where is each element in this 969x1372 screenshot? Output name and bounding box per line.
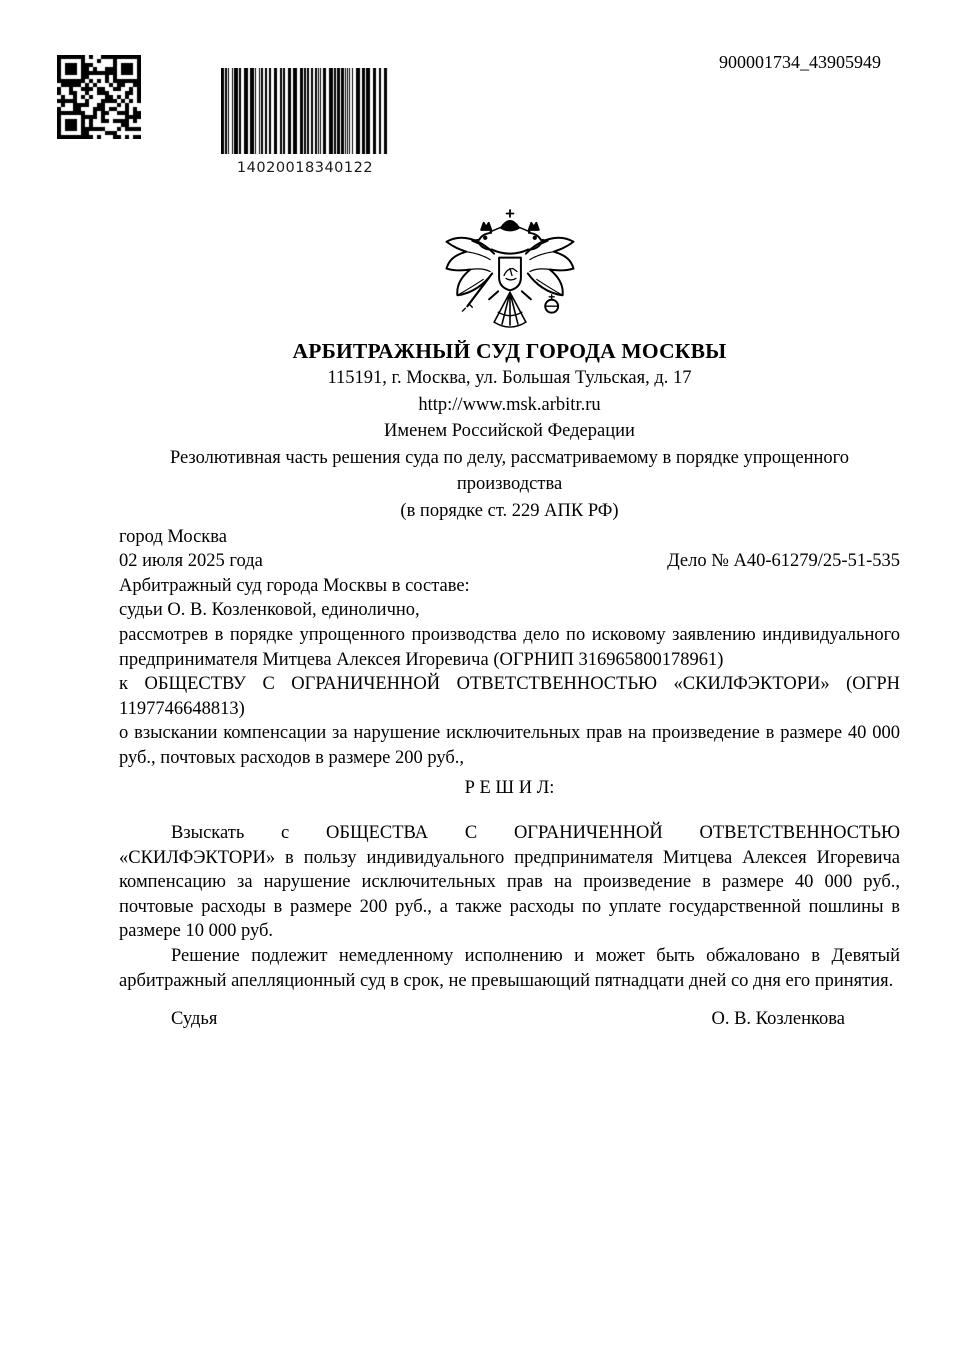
barcode-block (221, 68, 389, 176)
court-address: 115191, г. Москва, ул. Большая Тульская, д. 17 (327, 368, 692, 388)
barcode-number: 14020018340122 (236, 160, 374, 176)
court-name: АРБИТРАЖНЫЙ СУД ГОРОДА МОСКВЫ (292, 339, 727, 363)
judge-name: О. В. Козленкова (711, 1009, 845, 1030)
document-id: 900001734_43905949 (719, 52, 881, 72)
procedure-note: (в порядке ст. 229 АПК РФ) (400, 500, 619, 521)
date-case-row (119, 549, 900, 574)
court-website: http://www.msk.arbitr.ru (418, 394, 601, 415)
ruling-paragraph: Взыскать с ОБЩЕСТВА С ОГРАНИЧЕННОЙ ОТВЕТСТВЕННОСТЬЮ «СКИЛФЭКТОРИ» в пользу индивидуального предпринимателя Митцева Алексея Игоревича компенсацию за нарушение исключительных прав на произведение в размере 40 000 руб., почтовые расходы в размере 200 руб., а также расходы по уплате государственной пошлины в размере 10 000 руб. (119, 823, 900, 942)
in-the-name-line: Именем Российской Федерации (384, 421, 635, 442)
subject-paragraph: о взыскании компенсации за нарушение исключительных прав на произведение в размере 40 000 руб., почтовых расходов в размере 200 руб., (119, 723, 900, 768)
barcode (221, 68, 389, 154)
qr-code (57, 55, 141, 139)
document-subtitle: Резолютивная часть решения суда по делу, рассматриваемому в порядке упрощенного производства (169, 447, 850, 495)
ruling-heading: Р Е Ш И Л: (464, 777, 555, 798)
judge-line: судьи О. В. Козленковой, единолично, (119, 600, 420, 621)
claim-paragraph: рассмотрев в порядке упрощенного производства дело по исковому заявлению индивидуального предпринимателя Митцева Алексея Игоревича (ОГРНИП 316965800178961) (119, 624, 900, 670)
defendant-paragraph: к ОБЩЕСТВУ С ОГРАНИЧЕННОЙ ОТВЕТСТВЕННОСТЬЮ «СКИЛФЭКТОРИ» (ОГРН 1197746648813) (119, 674, 900, 719)
decision-date: 02 июля 2025 года (119, 551, 263, 572)
judge-label: Судья (171, 1009, 218, 1030)
appeal-paragraph: Решение подлежит немедленному исполнению и может быть обжаловано в Девятый арбитражный апелляционный суд в срок, не превышающий пятнадцати дней со дня его принятия. (119, 946, 900, 991)
court-composition: Арбитражный суд города Москвы в составе: (119, 575, 470, 596)
case-number: Дело № А40-61279/25-51-535 (667, 551, 900, 572)
signature-row (119, 1007, 900, 1032)
city-line: город Москва (119, 526, 227, 547)
